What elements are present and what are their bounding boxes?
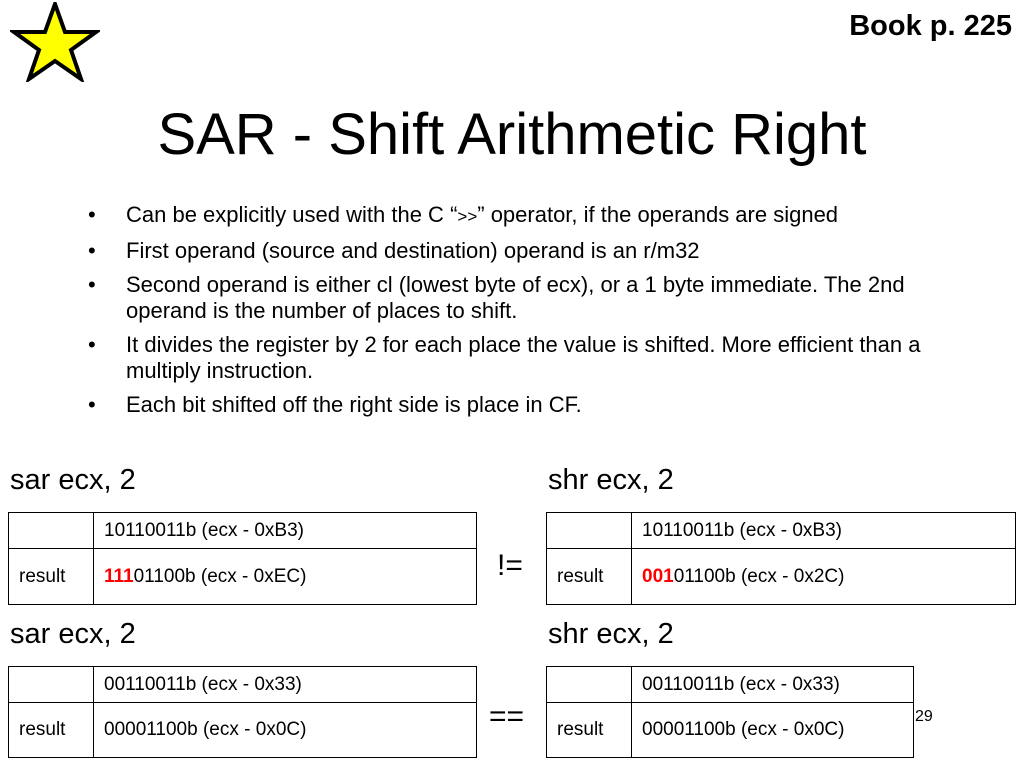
sar-label-1: sar ecx, 2 bbox=[10, 464, 136, 496]
bullet-item bbox=[88, 332, 948, 384]
shifted-bits: 111 bbox=[104, 565, 134, 587]
table-cell-empty bbox=[9, 667, 94, 703]
result-value: 00001100b (ecx - 0x0C) bbox=[632, 703, 914, 758]
page-number: 29 bbox=[915, 708, 933, 725]
quote-close: ” bbox=[477, 202, 485, 227]
shr-table-2 bbox=[546, 666, 914, 758]
shr-label-1: shr ecx, 2 bbox=[548, 464, 674, 496]
bullet-text: operator, if the operands are signed bbox=[484, 202, 839, 227]
bullet-item bbox=[88, 272, 948, 324]
result-label: result bbox=[9, 703, 94, 758]
star-icon bbox=[10, 2, 100, 82]
bullet-text: Each bit shifted off the right side is place in CF. bbox=[126, 392, 582, 417]
result-value: 00001100b (ecx - 0x0C) bbox=[94, 703, 477, 758]
table-cell-empty bbox=[547, 667, 632, 703]
result-label: result bbox=[547, 703, 632, 758]
table-cell-empty bbox=[547, 513, 632, 549]
input-value: 10110011b (ecx - 0xB3) bbox=[632, 513, 1016, 549]
input-value: 00110011b (ecx - 0x33) bbox=[94, 667, 477, 703]
bullet-dot: • bbox=[88, 238, 96, 263]
quote-open: “ bbox=[450, 202, 458, 227]
result-rest: 01100b (ecx - 0xEC) bbox=[133, 565, 307, 587]
sar-table-2 bbox=[8, 666, 477, 758]
bullet-text: First operand (source and destination) operand is an r/m32 bbox=[126, 238, 700, 263]
sar-table-1 bbox=[8, 512, 477, 605]
result-value bbox=[632, 549, 1016, 605]
bullet-text: It divides the register by 2 for each place the value is shifted. More efficient than a multiply instruction. bbox=[126, 332, 921, 383]
book-reference: Book p. 225 bbox=[849, 10, 1012, 42]
operator-text: >> bbox=[457, 207, 478, 226]
equal-operator: == bbox=[489, 700, 525, 733]
shr-label-2: shr ecx, 2 bbox=[548, 618, 674, 650]
result-label: result bbox=[547, 549, 632, 605]
result-label: result bbox=[9, 549, 94, 605]
table-cell-empty bbox=[9, 513, 94, 549]
input-value: 10110011b (ecx - 0xB3) bbox=[94, 513, 477, 549]
slide-title: SAR - Shift Arithmetic Right bbox=[157, 102, 867, 167]
bullet-list bbox=[88, 202, 948, 426]
shr-table-1 bbox=[546, 512, 1016, 605]
bullet-dot: • bbox=[88, 392, 96, 417]
result-rest: 01100b (ecx - 0x2C) bbox=[673, 565, 845, 587]
sar-label-2: sar ecx, 2 bbox=[10, 618, 136, 650]
bullet-item bbox=[88, 392, 948, 418]
bullet-item bbox=[88, 238, 948, 264]
not-equal-operator: != bbox=[497, 549, 523, 582]
bullet-item bbox=[88, 202, 948, 230]
result-value bbox=[94, 549, 477, 605]
bullet-text: Second operand is either cl (lowest byte of ecx), or a 1 byte immediate. The 2nd operand is the number of places to shift. bbox=[126, 272, 905, 323]
bullet-dot: • bbox=[88, 272, 96, 297]
shifted-bits: 001 bbox=[642, 565, 674, 587]
bullet-dot: • bbox=[88, 202, 96, 227]
input-value: 00110011b (ecx - 0x33) bbox=[632, 667, 914, 703]
bullet-text: Can be explicitly used with the C bbox=[126, 202, 451, 227]
bullet-dot: • bbox=[88, 332, 96, 357]
